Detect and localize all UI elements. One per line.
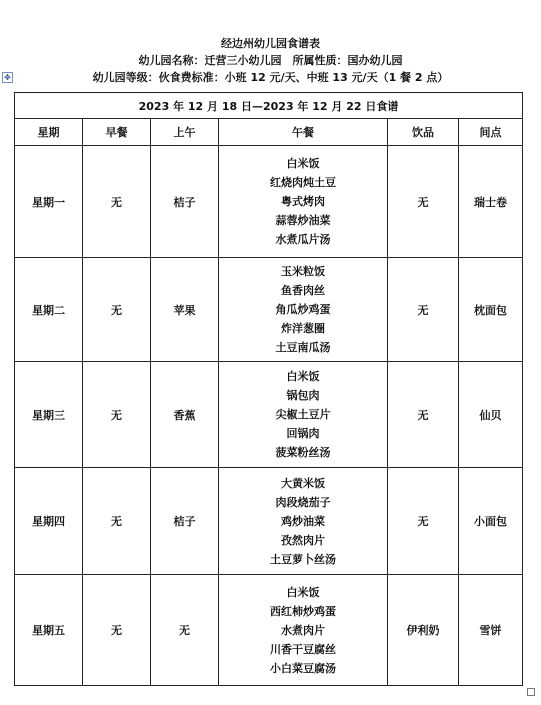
kindergarten-info: 幼儿园名称：迁营三小幼儿园 所属性质：国办幼儿园 <box>138 54 403 67</box>
col-header-day: 星期 <box>15 119 83 145</box>
lunch-cell <box>219 258 388 361</box>
lunch-item: 玉米粒饭 <box>281 265 325 278</box>
lunch-item: 尖椒土豆片 <box>275 408 331 421</box>
breakfast-cell: 无 <box>83 575 151 685</box>
col-header-lunch: 午餐 <box>219 119 388 145</box>
day-cell: 星期五 <box>15 575 83 685</box>
col-header-morning: 上午 <box>151 119 219 145</box>
week-row: 2023 年 12 月 18 日—2023 年 12 月 22 日食谱 <box>15 93 522 119</box>
morning-cell: 桔子 <box>151 468 219 574</box>
lunch-cell <box>219 468 388 574</box>
drink-cell: 无 <box>388 468 459 574</box>
morning-cell: 香蕉 <box>151 362 219 467</box>
snack-cell: 雪饼 <box>479 624 502 637</box>
snack-cell: 仙贝 <box>479 408 502 422</box>
table-row <box>15 362 522 468</box>
snack-cell: 枕面包 <box>474 303 507 317</box>
lunch-item: 川香干豆腐丝 <box>270 642 336 656</box>
lunch-item: 大黄米饭 <box>281 476 325 490</box>
breakfast-cell: 无 <box>83 146 151 257</box>
drink-cell: 伊利奶 <box>388 575 459 685</box>
lunch-cell <box>219 146 388 257</box>
lunch-item: 小白菜豆腐汤 <box>270 661 336 675</box>
lunch-item: 鸡炒油菜 <box>281 514 325 528</box>
lunch-item: 白米饭 <box>286 370 320 383</box>
lunch-item: 肉段烧茄子 <box>275 495 331 509</box>
breakfast-cell: 无 <box>83 468 151 574</box>
col-header-snack: 间点 <box>479 126 502 139</box>
morning-cell: 桔子 <box>151 146 219 257</box>
col-header-drink: 饮品 <box>388 119 459 145</box>
table-row <box>15 575 522 685</box>
lunch-item: 鱼香肉丝 <box>281 284 325 297</box>
fee-standard: 幼儿园等级：伙食费标准：小班 12 元/天、中班 13 元/天（1 餐 2 点） <box>92 71 449 84</box>
lunch-item: 回锅肉 <box>286 427 320 440</box>
table-row <box>15 258 522 362</box>
lunch-item: 白米饭 <box>286 157 320 170</box>
snack-cell: 小面包 <box>474 515 507 528</box>
lunch-item: 孜然肉片 <box>281 533 325 547</box>
header-row <box>15 119 522 146</box>
menu-title: 经边州幼儿园食谱表 <box>221 37 320 50</box>
lunch-item: 水煮瓜片汤 <box>275 233 331 246</box>
table-move-handle-icon[interactable]: ✥ <box>2 72 13 83</box>
day-cell: 星期二 <box>15 258 83 361</box>
lunch-item: 红烧肉炖土豆 <box>270 176 336 189</box>
lunch-cell <box>219 362 388 467</box>
morning-cell: 无 <box>151 575 219 685</box>
day-cell: 星期一 <box>15 146 83 257</box>
lunch-item: 白米饭 <box>286 585 320 599</box>
table-resize-handle[interactable] <box>527 688 535 696</box>
snack-cell: 瑞士卷 <box>474 195 507 209</box>
morning-cell: 苹果 <box>151 258 219 361</box>
day-cell: 星期四 <box>15 468 83 574</box>
lunch-item: 水煮肉片 <box>281 623 325 637</box>
drink-cell: 无 <box>388 146 459 257</box>
col-header-breakfast: 早餐 <box>83 119 151 145</box>
lunch-cell <box>219 575 388 685</box>
day-cell: 星期三 <box>15 362 83 467</box>
lunch-item: 西红柿炒鸡蛋 <box>270 604 336 618</box>
table-row <box>15 468 522 575</box>
lunch-item: 土豆萝卜丝汤 <box>270 552 336 566</box>
lunch-item: 菠菜粉丝汤 <box>275 446 331 459</box>
lunch-item: 粤式烤肉 <box>281 195 325 208</box>
lunch-item: 锅包肉 <box>286 389 320 402</box>
drink-cell: 无 <box>388 258 459 361</box>
lunch-item: 炸洋葱圈 <box>281 322 325 335</box>
breakfast-cell: 无 <box>83 362 151 467</box>
menu-table <box>14 92 523 686</box>
lunch-item: 土豆南瓜汤 <box>275 341 331 354</box>
lunch-item: 蒜蓉炒油菜 <box>275 214 331 227</box>
drink-cell: 无 <box>388 362 459 467</box>
table-row <box>15 146 522 258</box>
breakfast-cell: 无 <box>83 258 151 361</box>
lunch-item: 角瓜炒鸡蛋 <box>275 303 331 316</box>
